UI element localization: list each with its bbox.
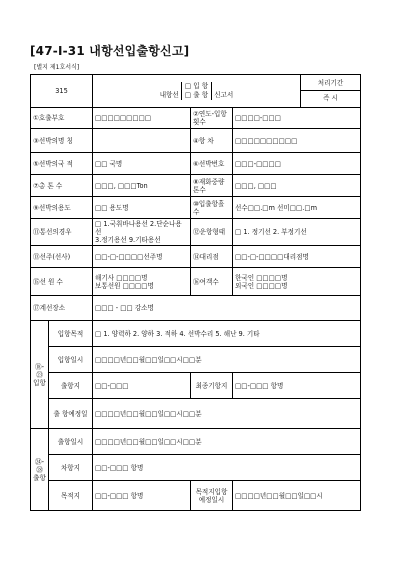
vessel-usage-label: ⑨선박의용도 (31, 197, 93, 219)
exit-group-num-2: ㉘ (36, 465, 43, 474)
charter-field[interactable] (93, 219, 191, 246)
mooring-field[interactable]: □□□ - □□ 강소명 (93, 296, 361, 321)
last-port-field[interactable]: □□-□□□ 항명 (233, 373, 361, 399)
deadweight-field[interactable]: □□□, □□□ (233, 175, 361, 197)
row-nationality (31, 153, 361, 175)
gross-tonnage-field[interactable]: □□□, □□□Ton (93, 175, 191, 197)
call-sign-field[interactable]: □□□□□□□□□ (93, 108, 191, 129)
destination-eta-label: 목적지입항예정일시 (191, 481, 233, 511)
departure-port-field[interactable]: □□-□□□ (93, 373, 191, 399)
foreign-passengers: 외국인 □□□□명 (235, 281, 288, 290)
row-usage (31, 197, 361, 219)
owner-label: ⑬선주(선사) (31, 246, 93, 268)
entry-option-checkbox[interactable]: □ 입 항 (184, 82, 209, 90)
entry-datetime-label: 입항일시 (49, 347, 93, 373)
vessel-type-label: 내항선 (159, 91, 179, 99)
vessel-name-field[interactable] (93, 129, 191, 153)
destination-label: 목적지 (49, 481, 93, 511)
vessel-number-field[interactable]: □□□-□□□□ (233, 153, 361, 175)
operation-type-label: ⑫운항형태 (191, 219, 233, 246)
exit-section-label (31, 429, 49, 511)
entry-purpose-field[interactable]: □ 1. 양력하 2. 양하 3. 적하 4. 선박수리 5. 해난 9. 기타 (93, 321, 361, 347)
ratings-count: 보통선원 □□□□명 (95, 281, 154, 290)
row-entry-departure-plan (31, 399, 361, 429)
agent-label: ⑭대리점 (191, 246, 233, 268)
mooring-label: ⑰계선장소 (31, 296, 93, 321)
entry-purpose-label: 입항목적 (49, 321, 93, 347)
form-header-row (31, 75, 361, 108)
form-number-label: [별지 제1호서식] (34, 64, 80, 71)
agent-field[interactable]: □□-□-□□□□대리점명 (233, 246, 361, 268)
row-crew (31, 268, 361, 296)
destination-field[interactable]: □□-□□□ 항명 (93, 481, 191, 511)
document-title: [47-Ⅰ-31 내항선입출항신고] (30, 44, 190, 58)
entry-section-label (31, 321, 49, 429)
nationality-field[interactable]: □□ 국명 (93, 153, 191, 175)
entry-group-num-2: ㉓ (36, 370, 43, 379)
charter-options-line-2: 3.정기용선 9.기타용선 (95, 236, 161, 244)
crew-count-label: ⑮선 원 수 (31, 268, 93, 296)
korean-passengers: 한국인 □□□□명 (235, 273, 288, 282)
exit-group-num-1: ㉔- (35, 457, 44, 466)
form-code: 315 (31, 75, 93, 108)
declaration-form-table (30, 74, 361, 511)
exit-group-title: 출항 (33, 473, 46, 482)
crew-count-field[interactable] (93, 268, 191, 296)
row-destination (31, 481, 361, 511)
planned-departure-field[interactable]: □□□□년□□월□□일□□시□□분 (93, 399, 361, 429)
processing-period-cell (301, 75, 361, 108)
call-sign-label: ①호출부호 (31, 108, 93, 129)
owner-field[interactable]: □□-□-□□□□선주명 (93, 246, 191, 268)
year-entry-count-field[interactable]: □□□□-□□□ (233, 108, 361, 129)
voyage-number-field[interactable]: □□□□□□□□□□ (233, 129, 361, 153)
vessel-usage-field[interactable]: □□ 용도명 (93, 197, 191, 219)
destination-eta-field[interactable]: □□□□년□□월□□일□□시 (233, 481, 361, 511)
row-owner (31, 246, 361, 268)
row-tonnage (31, 175, 361, 197)
processing-period-value: 즉 시 (323, 94, 338, 102)
draft-field[interactable]: 선수□□.□m 선미□□.□m (233, 197, 361, 219)
row-vessel-name (31, 129, 361, 153)
row-charter (31, 219, 361, 246)
processing-period-label: 처리기간 (301, 76, 360, 91)
charter-options-line-1: □ 1.국취바나용선 2.단순나용선 (95, 220, 182, 236)
departure-port-label: 출항지 (49, 373, 93, 399)
entry-datetime-field[interactable]: □□□□년□□월□□일□□시□□분 (93, 347, 361, 373)
operation-type-field[interactable]: □ 1. 정기선 2. 부정기선 (233, 219, 361, 246)
last-port-label: 최종기항지 (191, 373, 233, 399)
entry-group-num-1: ⑱- (35, 362, 44, 371)
vessel-number-label: ⑥선박번호 (191, 153, 233, 175)
year-entry-count-label: ②연도-입항횟수 (191, 108, 233, 129)
row-exit-datetime (31, 429, 361, 455)
passenger-count-label: ⑯여객수 (191, 268, 233, 296)
next-port-field[interactable]: □□-□□□ 항명 (93, 455, 361, 481)
entry-group-title: 입항 (33, 378, 46, 387)
nationality-label: ⑤선박의국 적 (31, 153, 93, 175)
planned-departure-label: 출 항예정일 (49, 399, 93, 429)
exit-option-checkbox[interactable]: □ 출 항 (184, 91, 209, 99)
exit-datetime-label: 출항일시 (49, 429, 93, 455)
row-entry-origin (31, 373, 361, 399)
report-suffix: 신고서 (214, 91, 234, 99)
voyage-number-label: ④항 차 (191, 129, 233, 153)
form-heading (93, 75, 301, 108)
gross-tonnage-label: ⑦총 톤 수 (31, 175, 93, 197)
row-call-sign (31, 108, 361, 129)
row-entry-datetime (31, 347, 361, 373)
draft-label: ⑩입출항흘수 (191, 197, 233, 219)
next-port-label: 차항지 (49, 455, 93, 481)
entry-exit-options (181, 82, 212, 100)
passenger-count-field[interactable] (233, 268, 361, 296)
charter-label: ⑪통선의경우 (31, 219, 93, 246)
row-entry-purpose (31, 321, 361, 347)
deadweight-label: ⑧재화중량톤수 (191, 175, 233, 197)
vessel-name-label: ③선박의명 칭 (31, 129, 93, 153)
exit-datetime-field[interactable]: □□□□년□□월□□일□□시□□분 (93, 429, 361, 455)
row-mooring (31, 296, 361, 321)
officers-count: 해기사 □□□□명 (95, 273, 148, 282)
row-next-port (31, 455, 361, 481)
